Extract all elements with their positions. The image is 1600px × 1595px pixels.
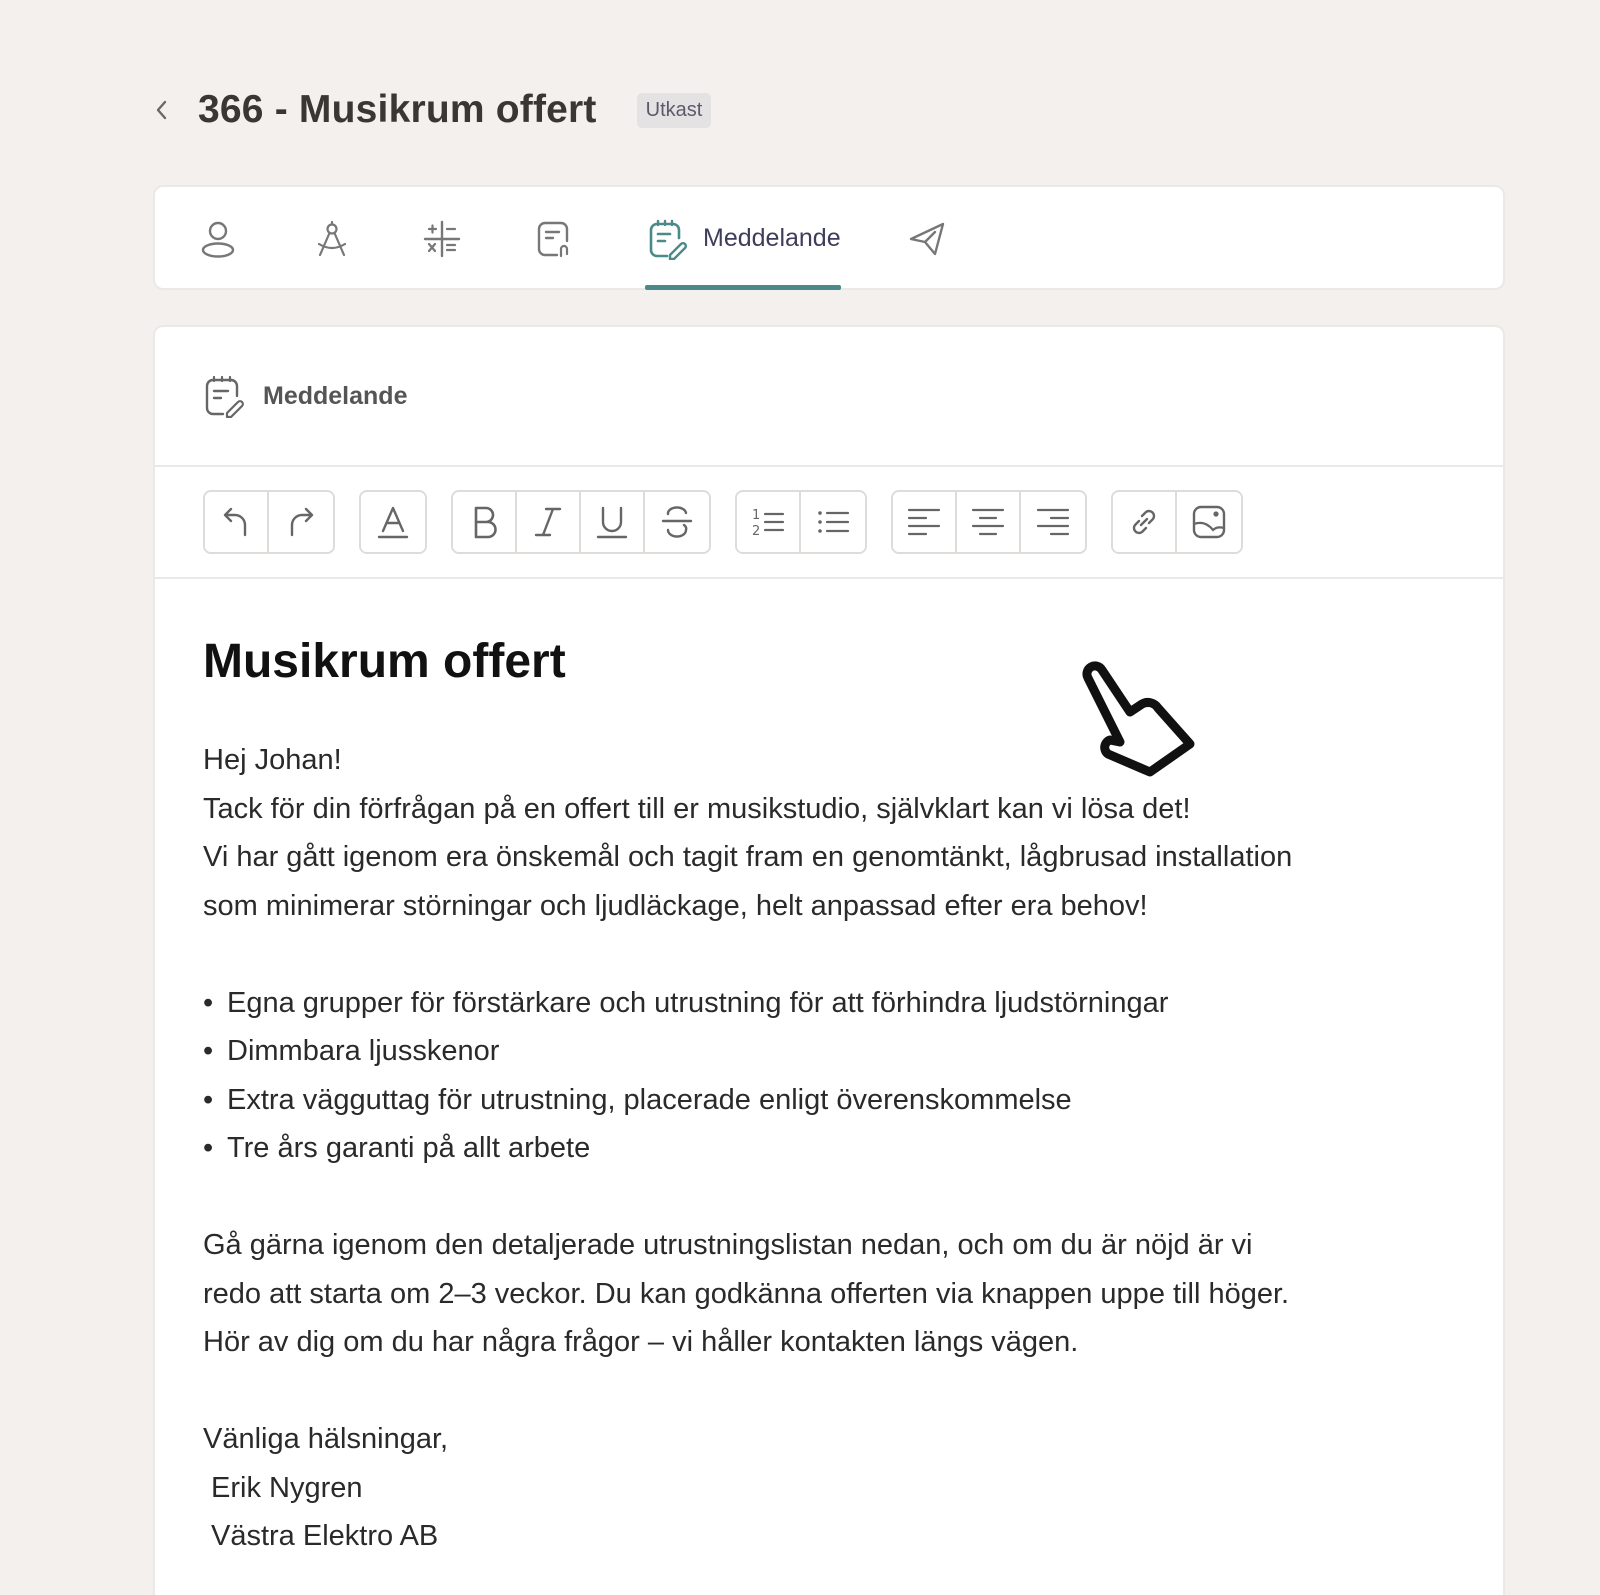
- document-signature-icon: [535, 219, 573, 259]
- underline-icon: [595, 504, 629, 540]
- history-group: [203, 490, 335, 554]
- list-item: • Tre års garanti på allt arbete: [203, 1132, 591, 1164]
- align-left-icon: [906, 505, 942, 539]
- text-color-button[interactable]: [361, 492, 425, 552]
- editor-header: [155, 327, 1503, 467]
- text-style-group: [451, 490, 711, 554]
- tab-message[interactable]: [645, 187, 841, 290]
- page-title: 366 - Musikrum offert: [198, 88, 597, 131]
- image-button[interactable]: [1177, 492, 1241, 552]
- underline-button[interactable]: [581, 492, 645, 552]
- undo-icon: [219, 505, 253, 539]
- svg-text:1: 1: [752, 508, 761, 523]
- tab-customer[interactable]: [199, 187, 237, 290]
- user-icon: [199, 219, 237, 259]
- list-group: [735, 490, 867, 554]
- calculator-icon: [423, 219, 461, 259]
- chevron-left-icon: [153, 96, 169, 124]
- bullet-list-button[interactable]: [801, 492, 865, 552]
- step-tabs: [153, 185, 1505, 290]
- intro-line-1: Tack för din förfrågan på en offert till er musikstudio, självklart kan vi lösa det!: [203, 792, 1191, 825]
- redo-button[interactable]: [269, 492, 333, 552]
- list-item: • Egna grupper för förstärkare och utrustning för att förhindra ljudstörningar: [203, 986, 1169, 1019]
- tab-calculation[interactable]: [423, 187, 461, 290]
- compass-icon: [313, 219, 351, 259]
- closing-line-1: Gå gärna igenom den detaljerade utrustningslistan nedan, och om du är nöjd är vi: [203, 1229, 1253, 1261]
- send-icon: [907, 219, 947, 259]
- strikethrough-icon: [660, 504, 694, 540]
- tab-design[interactable]: [313, 187, 351, 290]
- redo-icon: [284, 505, 318, 539]
- editor-section-title: Meddelande: [263, 381, 408, 410]
- formatting-toolbar: [155, 467, 1503, 579]
- back-button[interactable]: [146, 90, 176, 130]
- insert-group: [1111, 490, 1243, 554]
- intro-line-3: som minimerar störningar och ljudläckage, helt anpassad efter era behov!: [203, 889, 1148, 922]
- alignment-group: [891, 490, 1087, 554]
- sender-company: Västra Elektro AB: [211, 1520, 439, 1552]
- bold-icon: [467, 504, 501, 540]
- strikethrough-button[interactable]: [645, 492, 709, 552]
- undo-button[interactable]: [205, 492, 269, 552]
- text-color-icon: [376, 504, 410, 540]
- closing-line-2: redo att starta om 2–3 veckor. Du kan godkänna offerten via knappen uppe till höger.: [203, 1277, 1290, 1310]
- tab-terms[interactable]: [535, 187, 573, 290]
- link-button[interactable]: [1113, 492, 1177, 552]
- align-center-button[interactable]: [957, 492, 1021, 552]
- page-header: [146, 80, 711, 140]
- intro-line-2: Vi har gått igenom era önskemål och tagit fram en genomtänkt, lågbrusad installation: [203, 841, 1293, 873]
- ordered-list-button[interactable]: [737, 492, 801, 552]
- greeting: Hej Johan!: [203, 744, 342, 776]
- closing-line-3: Hör av dig om du har några frågor – vi håller kontakten längs vägen.: [203, 1326, 1079, 1358]
- ordered-list-icon: [750, 505, 786, 539]
- message-editor-card: [153, 325, 1505, 1595]
- image-icon: [1191, 504, 1227, 540]
- regards: Vänliga hälsningar,: [203, 1423, 449, 1455]
- bold-button[interactable]: [453, 492, 517, 552]
- message-edit-icon: [647, 218, 687, 260]
- align-right-icon: [1035, 505, 1071, 539]
- color-group: [359, 490, 427, 554]
- svg-text:2: 2: [752, 524, 761, 539]
- active-tab-indicator: [645, 285, 841, 290]
- align-right-button[interactable]: [1021, 492, 1085, 552]
- message-body-editor[interactable]: [155, 579, 1503, 1561]
- tab-message-label: Meddelande: [703, 224, 841, 252]
- align-left-button[interactable]: [893, 492, 957, 552]
- bullet-list-icon: [815, 505, 851, 539]
- message-edit-icon: [203, 374, 245, 418]
- tab-send[interactable]: [907, 187, 947, 290]
- italic-button[interactable]: [517, 492, 581, 552]
- align-center-icon: [970, 505, 1006, 539]
- status-badge: Utkast: [637, 93, 712, 128]
- link-icon: [1127, 505, 1161, 539]
- sender-name: Erik Nygren: [211, 1471, 363, 1504]
- document-title: Musikrum offert: [203, 635, 566, 688]
- list-item: • Dimmbara ljusskenor: [203, 1035, 500, 1067]
- list-item: • Extra vägguttag för utrustning, placerade enligt överenskommelse: [203, 1083, 1072, 1116]
- italic-icon: [531, 504, 565, 540]
